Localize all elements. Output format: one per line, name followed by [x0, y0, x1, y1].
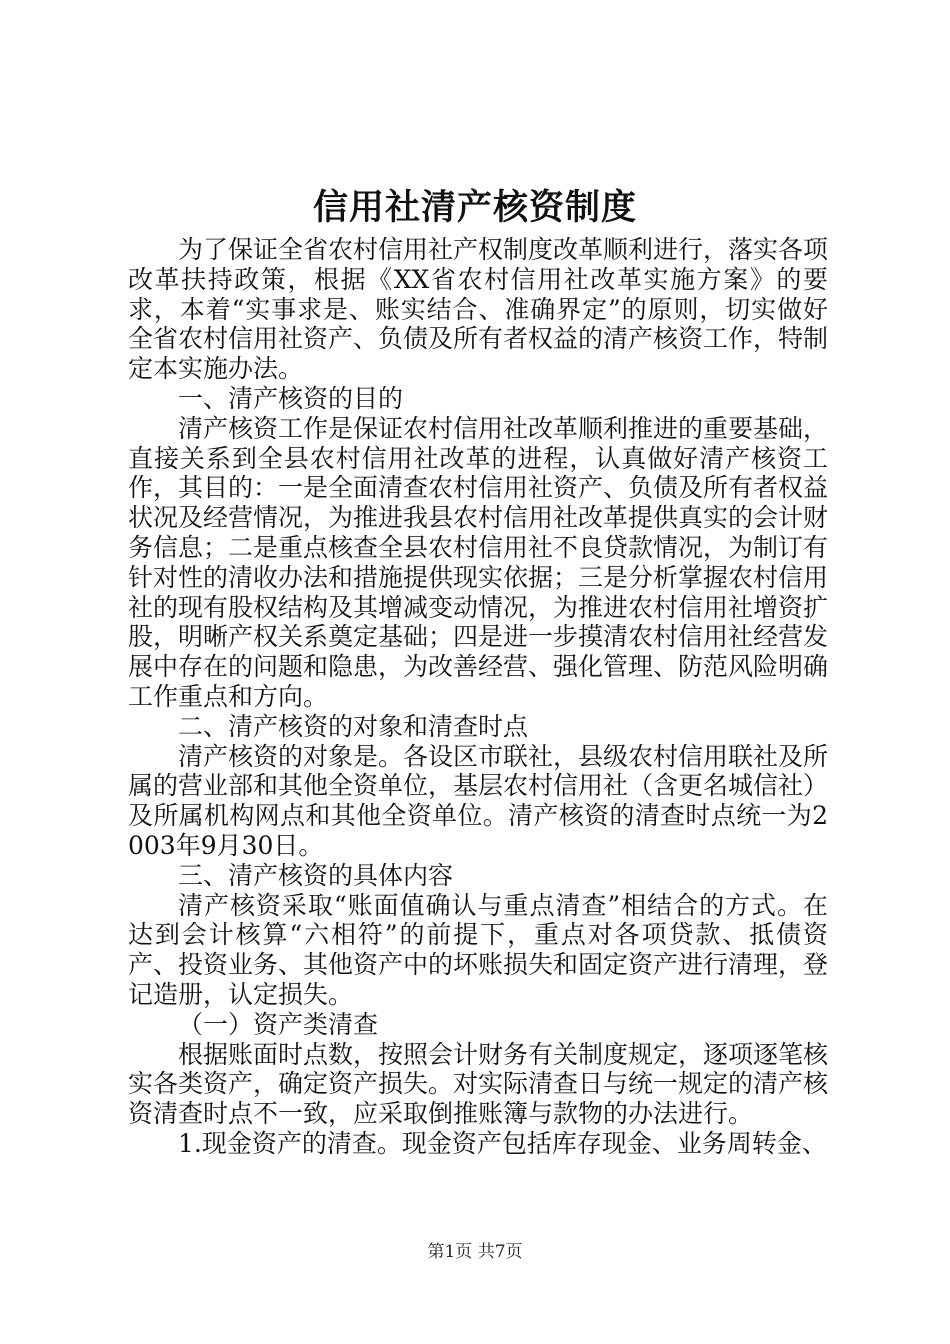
subsection-heading-assets: （一）资产类清查 — [178, 1009, 379, 1039]
paragraph-intro: 为了保证全省农村信用社产权制度改革顺利进行，落实各项改革扶持政策，根据《XX省农村信用社改革实施方案》的要求，本着“实事求是、账实结合、准确界定”的原则，切实做好全省农村信用社资产、负债及所有者权益的清产核资工作，特制定本实施办法。 — [128, 235, 829, 384]
document-body — [128, 235, 828, 1159]
section-heading-content: 三、清产核资的具体内容 — [178, 860, 454, 890]
page-footer: 第1页 共7页 — [427, 1242, 523, 1262]
paragraph-assets: 根据账面时点数，按照会计财务有关制度规定，逐项逐笔核实各类资产，确定资产损失。对实际清查日与统一规定的清产核资清查时点不一致，应采取倒推账簿与款物的办法进行。 — [128, 1039, 829, 1129]
document-title: 信用社清产核资制度 — [312, 187, 637, 228]
paragraph-content: 清产核资采取“账面值确认与重点清查”相结合的方式。在达到会计核算“六相符”的前提下，重点对各项贷款、抵债资产、投资业务、其他资产中的坏账损失和固定资产进行清理，登记造册，认定损失。 — [128, 890, 829, 1009]
section-heading-purpose: 一、清产核资的目的 — [178, 383, 404, 413]
paragraph-purpose: 清产核资工作是保证农村信用社改革顺利推进的重要基础，直接关系到全县农村信用社改革的进程，认真做好清产核资工作，其目的：一是全面清查农村信用社资产、负债及所有者权益状况及经营情况，为推进我县农村信用社改革提供真实的会计财务信息；二是重点核查全县农村信用社不良贷款情况，为制订有针对性的清收办法和措施提供现实依据；三是分析掌握农村信用社的现有股权结构及其增减变动情况，为推进农村信用社增资扩股，明晰产权关系奠定基础；四是进一步摸清农村信用社经营发展中存在的问题和隐患，为改善经营、强化管理、防范风险明确工作重点和方向。 — [128, 413, 829, 711]
section-heading-scope: 二、清产核资的对象和清查时点 — [178, 711, 529, 741]
paragraph-cash-assets: 1.现金资产的清查。现金资产包括库存现金、业务周转金、 — [178, 1128, 827, 1158]
paragraph-scope: 清产核资的对象是。各设区市联社，县级农村信用联社及所属的营业部和其他全资单位，基层农村信用社（含更名城信社）及所属机构网点和其他全资单位。清产核资的清查时点统一为2003年9月30日。 — [128, 741, 829, 860]
